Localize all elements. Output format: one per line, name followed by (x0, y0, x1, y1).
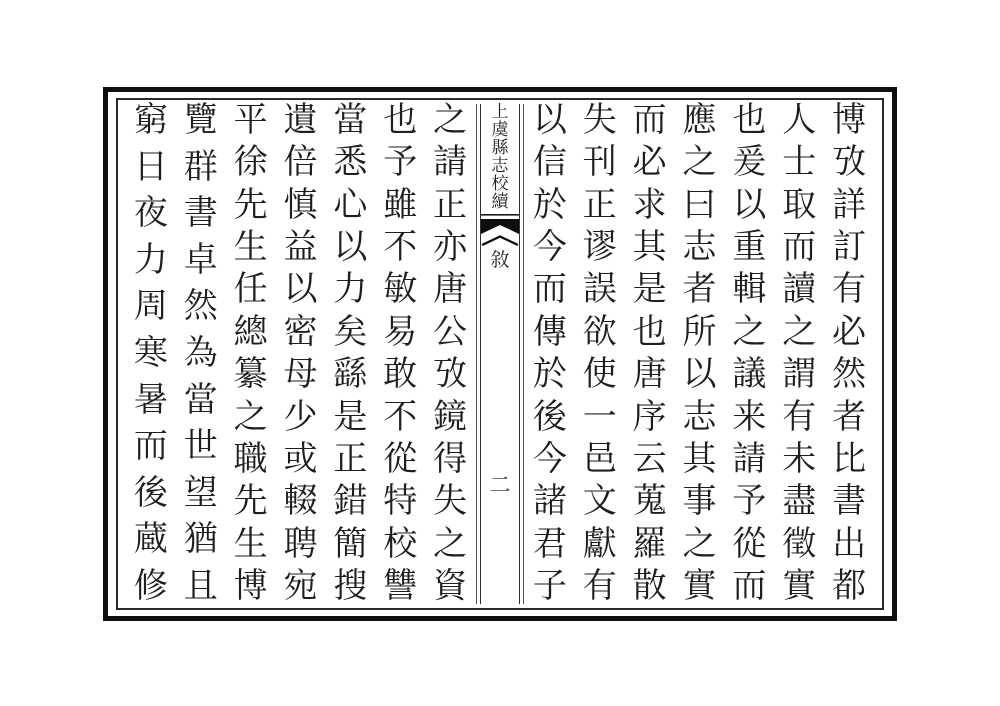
glyph: 讐 (383, 567, 418, 605)
glyph: 後 (532, 398, 567, 436)
glyph: 校 (383, 525, 418, 563)
glyph: 之 (682, 144, 717, 182)
glyph: 上 (491, 102, 509, 121)
glyph: 然 (183, 288, 218, 326)
glyph: 来 (732, 398, 767, 436)
folio-title (481, 103, 519, 211)
outer-border (103, 87, 897, 621)
glyph: 爰 (732, 144, 767, 182)
glyph: 之 (233, 398, 268, 436)
glyph: 失 (433, 483, 468, 521)
glyph: 詳 (832, 186, 867, 224)
glyph: 也 (632, 313, 667, 351)
glyph: 今 (532, 229, 567, 267)
right-page-text (525, 104, 874, 604)
glyph: 唐 (433, 271, 468, 309)
glyph: 必 (832, 313, 867, 351)
glyph: 以 (283, 271, 318, 309)
glyph: 從 (732, 525, 767, 563)
glyph: 曰 (682, 186, 717, 224)
glyph: 盡 (782, 483, 817, 521)
glyph: 刊 (582, 144, 617, 182)
glyph: 書 (183, 195, 218, 233)
glyph: 之 (433, 102, 468, 139)
glyph: 世 (183, 428, 218, 466)
text-column (325, 104, 375, 604)
glyph: 徵 (782, 525, 817, 563)
glyph: 應 (682, 102, 717, 139)
folio-gutter-rules (480, 104, 520, 604)
glyph: 當 (333, 102, 368, 139)
glyph: 博 (233, 567, 268, 605)
glyph: 出 (832, 525, 867, 563)
glyph: 少 (283, 398, 318, 436)
glyph: 使 (582, 356, 617, 394)
glyph: 卓 (183, 241, 218, 279)
glyph: 予 (732, 483, 767, 521)
glyph: 者 (832, 398, 867, 436)
glyph: 未 (782, 440, 817, 478)
glyph: 資 (433, 567, 468, 605)
glyph: 士 (782, 144, 817, 182)
glyph: 有 (582, 567, 617, 605)
glyph: 當 (183, 381, 218, 419)
glyph: 徐 (233, 144, 268, 182)
glyph: 而 (133, 428, 168, 466)
glyph: 謂 (782, 356, 817, 394)
glyph: 悉 (333, 144, 368, 182)
glyph: 都 (832, 567, 867, 605)
glyph: 而 (732, 567, 767, 605)
glyph: 不 (383, 398, 418, 436)
glyph: 實 (682, 567, 717, 605)
glyph: 有 (832, 271, 867, 309)
text-column (774, 104, 824, 604)
glyph: 倍 (283, 144, 318, 182)
glyph: 力 (333, 271, 368, 309)
glyph: 之 (682, 525, 717, 563)
glyph: 而 (782, 229, 817, 267)
glyph: 誤 (582, 271, 617, 309)
glyph: 聘 (283, 525, 318, 563)
glyph: 以 (732, 186, 767, 224)
text-column (176, 104, 226, 604)
glyph: 也 (383, 102, 418, 139)
glyph: 母 (283, 356, 318, 394)
glyph: 諸 (532, 483, 567, 521)
glyph: 之 (732, 313, 767, 351)
text-column (625, 104, 675, 604)
glyph: 攷 (433, 356, 468, 394)
glyph: 敏 (383, 271, 418, 309)
text-column (824, 104, 874, 604)
glyph: 云 (632, 440, 667, 478)
glyph: 而 (532, 271, 567, 309)
text-column (226, 104, 276, 604)
glyph: 矣 (333, 313, 368, 351)
glyph: 纂 (233, 356, 268, 394)
glyph: 重 (732, 229, 767, 267)
glyph: 總 (233, 313, 268, 351)
glyph: 比 (832, 440, 867, 478)
glyph: 散 (632, 567, 667, 605)
glyph: 群 (183, 148, 218, 186)
glyph: 志 (491, 156, 509, 175)
glyph: 請 (433, 144, 468, 182)
glyph: 實 (782, 567, 817, 605)
glyph: 請 (732, 440, 767, 478)
glyph: 以 (682, 356, 717, 394)
glyph: 窮 (133, 102, 168, 139)
text-column (425, 104, 475, 604)
glyph: 從 (383, 440, 418, 478)
glyph: 為 (183, 334, 218, 372)
glyph: 簡 (333, 525, 368, 563)
glyph: 修 (133, 567, 168, 605)
glyph: 錯 (333, 483, 368, 521)
glyph: 日 (133, 148, 168, 186)
glyph: 夜 (133, 195, 168, 233)
glyph: 取 (782, 186, 817, 224)
glyph: 君 (532, 525, 567, 563)
glyph: 人 (782, 102, 817, 139)
glyph: 予 (383, 144, 418, 182)
glyph: 先 (233, 483, 268, 521)
glyph: 而 (632, 102, 667, 139)
glyph: 於 (532, 186, 567, 224)
glyph: 平 (233, 102, 268, 139)
glyph: 訂 (832, 229, 867, 267)
glyph: 正 (333, 440, 368, 478)
glyph: 然 (832, 356, 867, 394)
glyph: 得 (433, 440, 468, 478)
glyph: 且 (183, 567, 218, 605)
glyph: 公 (433, 313, 468, 351)
glyph: 雖 (383, 186, 418, 224)
text-column (575, 104, 625, 604)
glyph: 暑 (133, 381, 168, 419)
glyph: 正 (582, 186, 617, 224)
glyph: 唐 (632, 356, 667, 394)
glyph: 以 (333, 229, 368, 267)
glyph: 慎 (283, 186, 318, 224)
glyph: 生 (233, 525, 268, 563)
glyph: 一 (582, 398, 617, 436)
glyph: 搜 (333, 567, 368, 605)
text-column (724, 104, 774, 604)
glyph: 文 (582, 483, 617, 521)
glyph: 猶 (183, 521, 218, 559)
glyph: 子 (532, 567, 567, 605)
glyph: 序 (632, 398, 667, 436)
glyph: 輟 (283, 483, 318, 521)
glyph: 攷 (832, 144, 867, 182)
glyph: 邑 (582, 440, 617, 478)
glyph: 亦 (433, 229, 468, 267)
glyph: 失 (582, 102, 617, 139)
glyph: 有 (782, 398, 817, 436)
glyph: 之 (433, 525, 468, 563)
text-column (276, 104, 326, 604)
glyph: 讀 (782, 271, 817, 309)
glyph: 鏡 (433, 398, 468, 436)
glyph: 益 (283, 229, 318, 267)
glyph: 或 (283, 440, 318, 478)
glyph: 於 (532, 356, 567, 394)
glyph: 任 (233, 271, 268, 309)
inner-border (116, 98, 884, 610)
glyph: 宛 (283, 567, 318, 605)
glyph: 先 (233, 186, 268, 224)
glyph: 校 (491, 174, 509, 193)
glyph: 蔵 (133, 521, 168, 559)
glyph: 者 (682, 271, 717, 309)
glyph: 周 (133, 288, 168, 326)
glyph: 不 (383, 229, 418, 267)
glyph: 博 (832, 102, 867, 139)
page-number: 二 (489, 473, 511, 497)
glyph: 繇 (333, 356, 368, 394)
glyph: 信 (532, 144, 567, 182)
glyph: 正 (433, 186, 468, 224)
glyph: 易 (383, 313, 418, 351)
glyph: 密 (283, 313, 318, 351)
glyph: 獻 (582, 525, 617, 563)
glyph: 必 (632, 144, 667, 182)
glyph: 輯 (732, 271, 767, 309)
glyph: 職 (233, 440, 268, 478)
glyph: 欲 (582, 313, 617, 351)
glyph: 志 (682, 229, 717, 267)
glyph: 議 (732, 356, 767, 394)
glyph: 之 (782, 313, 817, 351)
left-page-text (126, 104, 475, 604)
text-column (375, 104, 425, 604)
glyph: 力 (133, 241, 168, 279)
text-area (118, 100, 882, 608)
glyph: 是 (632, 271, 667, 309)
text-column (525, 104, 575, 604)
glyph: 心 (333, 186, 368, 224)
glyph: 續 (491, 192, 509, 211)
glyph: 以 (532, 102, 567, 139)
glyph: 羅 (632, 525, 667, 563)
glyph: 書 (832, 483, 867, 521)
glyph: 也 (732, 102, 767, 139)
glyph: 望 (183, 474, 218, 512)
text-column (126, 104, 176, 604)
glyph: 其 (682, 440, 717, 478)
glyph: 求 (632, 186, 667, 224)
glyph: 覽 (183, 102, 218, 139)
glyph: 志 (682, 398, 717, 436)
glyph: 是 (333, 398, 368, 436)
glyph: 其 (632, 229, 667, 267)
folio-gutter (476, 104, 524, 604)
glyph: 特 (383, 483, 418, 521)
glyph: 寒 (133, 334, 168, 372)
glyph: 縣 (491, 138, 509, 157)
section-label: 敘 (490, 250, 510, 271)
glyph: 後 (133, 474, 168, 512)
glyph: 今 (532, 440, 567, 478)
glyph: 生 (233, 229, 268, 267)
glyph: 所 (682, 313, 717, 351)
glyph: 遺 (283, 102, 318, 139)
text-column (675, 104, 725, 604)
glyph: 蒐 (632, 483, 667, 521)
glyph: 傳 (532, 313, 567, 351)
glyph: 谬 (582, 229, 617, 267)
glyph: 敢 (383, 356, 418, 394)
glyph: 虞 (491, 120, 509, 139)
glyph: 事 (682, 483, 717, 521)
fishtail-icon (481, 214, 519, 248)
